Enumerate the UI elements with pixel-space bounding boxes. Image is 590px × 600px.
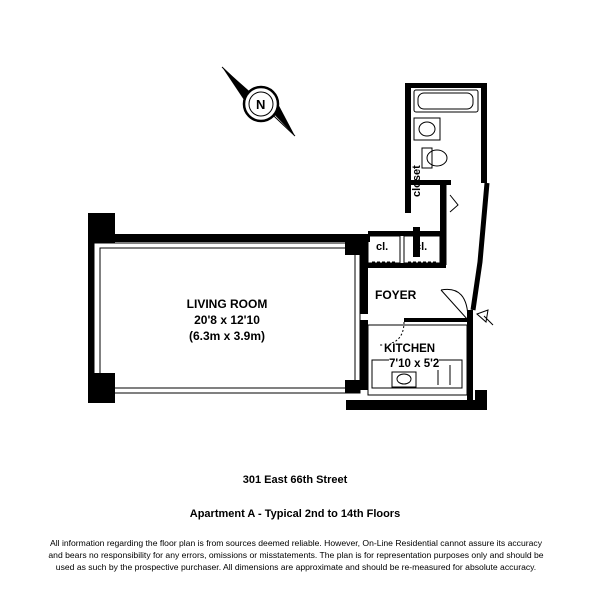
apartment-title: Apartment A - Typical 2nd to 14th Floors xyxy=(189,508,401,520)
closet-1-label: cl. xyxy=(376,241,389,253)
disclaimer-line-1: All information regarding the floor plan is from sources deemed reliable. However, On-Line Residential cannot assure its accuracy xyxy=(50,538,542,548)
foyer-label: FOYER xyxy=(375,288,417,302)
living-room-size-metric: (6.3m x 3.9m) xyxy=(188,329,266,343)
address: 301 East 66th Street xyxy=(242,474,348,486)
closet-2-label: cl. xyxy=(415,241,428,253)
closet-label: closet xyxy=(411,165,423,197)
disclaimer-line-3: used as such by the prospective purchaser. All dimensions are approximate and should be re-measured for absolute accuracy. xyxy=(55,562,537,572)
kitchen-name: KITCHEN xyxy=(384,343,436,355)
living-room-size-imperial: 20'8 x 12'10 xyxy=(194,313,260,327)
kitchen-size: 7'10 x 5'2 xyxy=(389,358,440,370)
living-room-name: LIVING ROOM xyxy=(186,297,268,311)
compass-letter: N xyxy=(256,97,266,112)
disclaimer-line-2: and bears no responsibility for any errors, omissions or misstatements. The plan is for representation purposes only and should be xyxy=(48,550,544,560)
